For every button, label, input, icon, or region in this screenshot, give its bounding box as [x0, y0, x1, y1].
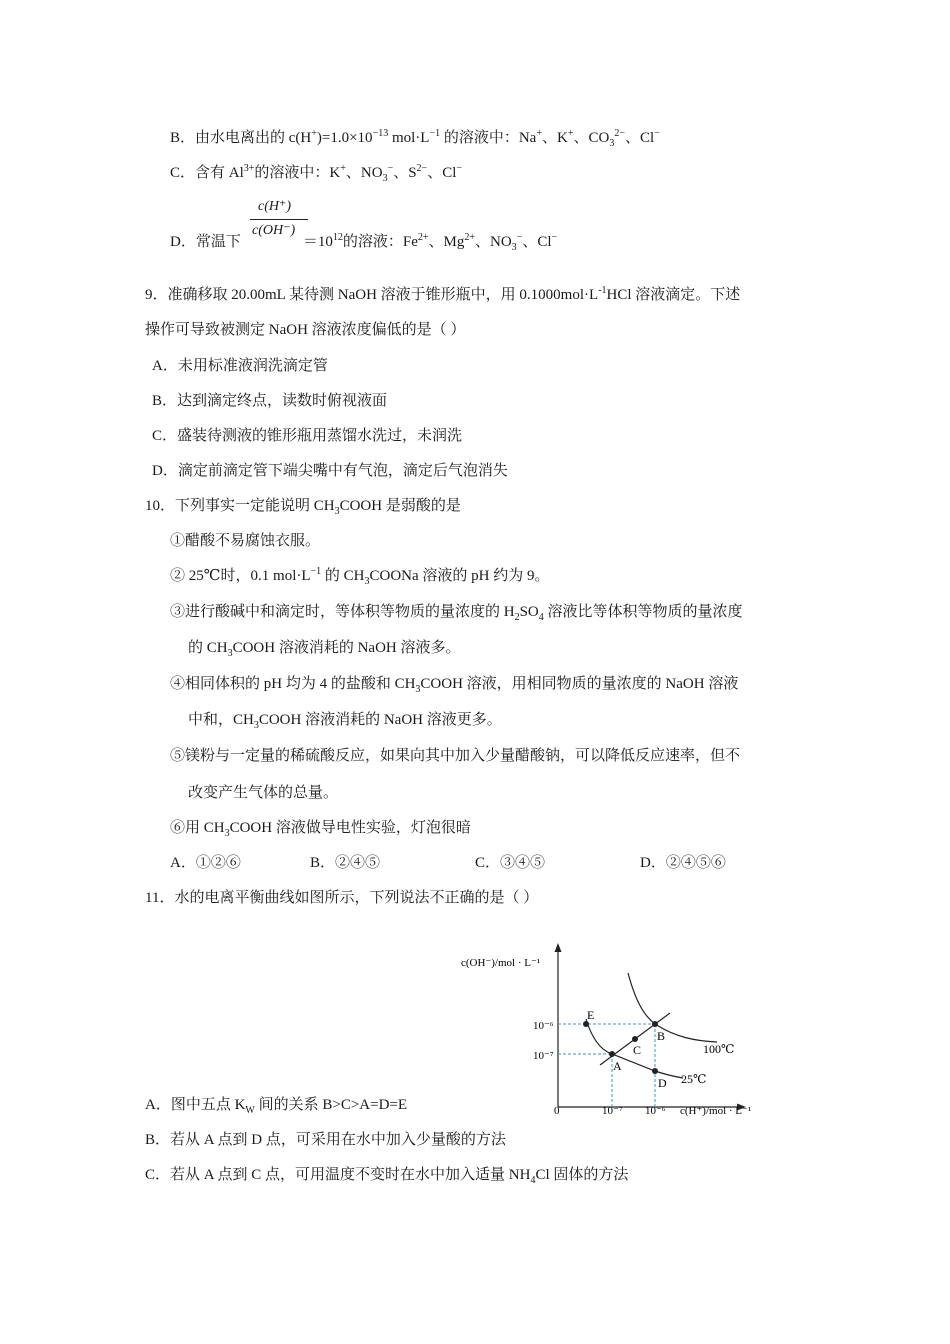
q10-option-b: B．②④⑤: [310, 855, 381, 871]
q10-statement-4: ④相同体积的 pH 均为 4 的盐酸和 $CH_3COOH$ 溶液，用相同物质的量浓度的 NaOH 溶液: [170, 676, 739, 695]
q9-option-a: A．未用标准液润洗滴定管: [152, 358, 328, 374]
label-e: E: [587, 1008, 595, 1022]
q10-statement-1: ①醋酸不易腐蚀衣服。: [170, 533, 321, 549]
origin-label: 0: [554, 1105, 560, 1117]
q9-option-b: B．达到滴定终点，读数时俯视液面: [152, 393, 388, 409]
q9-stem-line1: 9．准确移取 20.00mL 某待测 NaOH 溶液于锥形瓶中，用 $0.1000mol\cdot L^{-1}HCl$ 溶液滴定。下述: [145, 285, 741, 303]
y-axis-arrow: [555, 943, 562, 952]
series-label-100c: 100℃: [703, 1042, 735, 1056]
q8-option-d: D．常温下 $=10^{12}$的溶液：$Fe^{2+}$、$Mg^{2+}$、$NO_3^-$、Cl−: [170, 232, 558, 253]
q10-option-a: A．①②⑥: [170, 855, 241, 871]
q10-stem: 10．下列事实一定能说明 $CH_3COOH$ 是弱酸的是: [145, 498, 461, 517]
y-tick-1e-6: 10⁻⁶: [533, 1020, 554, 1032]
q11-option-c: C．若从 A 点到 C 点，可用温度不变时在水中加入适量 $NH_4Cl$ 固体的方法: [145, 1167, 629, 1186]
y-tick-1e-7: 10⁻⁷: [533, 1050, 554, 1062]
q8-option-b: B．由水电离出的 $c(H^+)=1.0\times 10^{-13}$ $mol\cdot L^{-1}$ 的溶液中：Na+、K+、$CO_3^{2-}$、Cl−: [170, 128, 660, 149]
point-a: [609, 1051, 615, 1057]
label-d: D: [658, 1076, 667, 1090]
q10-statement-5-cont: 改变产生气体的总量。: [188, 785, 339, 801]
q10-statement-6: ⑥用 $CH_3COOH$ 溶液做导电性实验，灯泡很暗: [170, 820, 471, 839]
fraction-numerator: c(H⁺): [258, 199, 292, 214]
curve-100c: [628, 973, 717, 1042]
q10-statement-5: ⑤镁粉与一定量的稀硫酸反应，如果向其中加入少量醋酸钠，可以降低反应速率，但不: [170, 748, 741, 764]
point-c: [632, 1036, 638, 1042]
label-c: C: [633, 1043, 642, 1057]
label-b: B: [657, 1029, 666, 1043]
x-tick-1e-6: 10⁻⁶: [645, 1105, 666, 1117]
x-axis-label: c(H⁺)/mol · L⁻¹: [680, 1105, 752, 1117]
label-a: A: [613, 1059, 622, 1073]
fraction-bar: [250, 219, 308, 220]
q10-option-d: D．②④⑤⑥: [640, 855, 726, 871]
q10-statement-3: ③进行酸碱中和滴定时，等体积等物质的量浓度的 $H_2SO_4$ 溶液比等体积等物质的量浓度: [170, 604, 743, 623]
q11-option-a: A．图中五点 $K_W$ 间的关系 B>C>A=D=E: [145, 1097, 408, 1116]
q11-stem: 11．水的电离平衡曲线如图所示，下列说法不正确的是（ ）: [145, 890, 539, 906]
x-tick-1e-7: 10⁻⁷: [602, 1105, 623, 1117]
series-label-25c: 25℃: [681, 1072, 707, 1086]
q10-statement-2: ② 25℃时，0.1 $mol\cdot L^{-1}$ 的 $CH_3COONa$ 溶液的 pH 约为 9。: [170, 566, 550, 587]
q10-statement-3-cont: 的 $CH_3COOH$ 溶液消耗的 NaOH 溶液多。: [188, 640, 461, 659]
q9-option-c: C．盛装待测液的锥形瓶用蒸馏水洗过，未润洗: [152, 428, 463, 444]
q10-option-c: C．③④⑤: [475, 855, 546, 871]
q10-statement-4-cont: 中和，$CH_3COOH$ 溶液消耗的 NaOH 溶液更多。: [188, 712, 502, 731]
q9-option-d: D．滴定前滴定管下端尖嘴中有气泡，滴定后气泡消失: [152, 463, 508, 479]
water-ionization-chart: [455, 937, 775, 1122]
point-b: [652, 1021, 658, 1027]
y-axis-label: c(OH⁻)/mol · L⁻¹: [461, 957, 541, 969]
point-d: [652, 1068, 658, 1074]
q11-option-b: B．若从 A 点到 D 点，可采用在水中加入少量酸的方法: [145, 1132, 506, 1148]
fraction-denominator: c(OH⁻): [252, 223, 296, 238]
q9-stem-line2: 操作可导致被测定 NaOH 溶液浓度偏低的是（ ）: [145, 322, 466, 338]
q8-option-c: C．含有 $Al^{3+}$的溶液中：K+、$NO_3^-$、$S^{2-}$、Cl−: [170, 163, 463, 184]
